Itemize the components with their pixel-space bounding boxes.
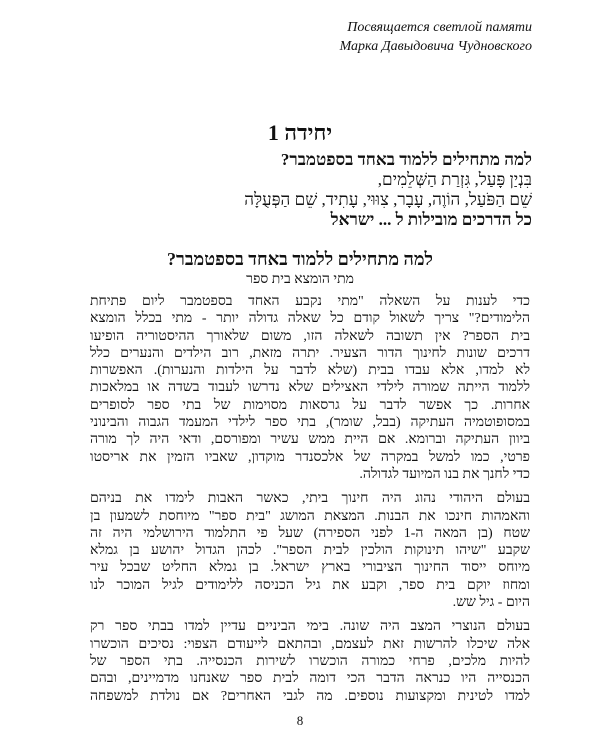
dedication [272, 18, 532, 56]
text-line: הכנסייה היו כנראה הדבר הכי דומה לבית ספר שאנחנו מדמיינים, ובהם [90, 671, 530, 687]
text-line: למדו לטינית ומקצועות נוספים. מה לגבי האחרים? אם נולדת למשפחה [90, 688, 530, 704]
text-line: לא למדו, אלא עבדו בבית (שלא לדבר על הילדות והנערות). האפשרות [90, 363, 530, 379]
unit-contents [62, 150, 532, 230]
paragraph [90, 293, 530, 483]
contents-line: למה מתחילים ללמוד באחד בספטמבר? [280, 150, 532, 169]
text-line: להיות מלכים, פרחי כמורה הוכשרו לשירות הכנסייה. בתי הספר של [90, 653, 530, 669]
text-line: בעולם היהודי נהוג היה חינוך ביתי, כאשר האבות לימדו את בניהם [90, 491, 530, 507]
body-text [90, 293, 530, 712]
text-line: ללמוד הייתה שמורה לילדי האצילים שלא נדרשו לעבוד בשדה או במלאכות [90, 380, 530, 396]
text-line: כדי לחנך את בנו המיועד לגדולה. [359, 466, 530, 482]
text-line: אלה שיכלו להרשות זאת לעצמם, ובהתאם לייעודם הצפוי: נסיכים הוכשרו [90, 636, 530, 652]
text-line: ומחוז יוקם בית ספר, וקבע את גיל הכניסה ללימודים לגיל המוכר לנו [90, 577, 530, 593]
dedication-line-1: Посвящается светлой памяти [347, 20, 532, 35]
text-line: בעולם הנוצרי המצב היה שונה. בימי הביניים עדיין למדו בבתי ספר רק [90, 619, 530, 635]
unit-title: יחידה 1 [267, 120, 333, 145]
text-line: והאמהות חינכו את הבנות. המצאת המושג "בית ספר" מיוחסת לשמעון בן [90, 508, 530, 524]
section-subheading: מתי הומצא בית ספר [246, 272, 354, 287]
text-line: במסופוטמיה העתיקה (בבל, שומר), בתי ספר לילדי המעמד הגבוה והבינוני [90, 415, 530, 431]
contents-line: שֵׁם הַפֹּעַל, הוֹוֶה, עָבָר, צִוּוּי, עָתִיד, שֵׁם הַפְּעֻלָּה [244, 190, 532, 209]
section-heading: למה מתחילים ללמוד באחד בספטמבר? [167, 249, 433, 269]
dedication-line-2: Марка Давыдовича Чудновского [339, 39, 532, 54]
text-line: היום - גיל שש. [452, 595, 530, 611]
contents-line: כל הדרכים מובילות ל ... ישראל [330, 210, 532, 229]
text-line: פרטי, כמו למשל במקרה של אלכסנדר מוקדון, שאביו הזמין את אריסטו [90, 449, 530, 465]
text-line: שטח (בן המאה ה-1 לפני הספירה) שעל פי התלמוד הירושלמי היה זה [90, 525, 530, 541]
contents-line: בִּנְיַן פָּעַל, גִּזְרַת הַשְּׁלֵמִים, [377, 170, 532, 189]
page-number: 8 [296, 713, 304, 728]
paragraph [90, 618, 530, 704]
text-line: דרכים שונות לחינוך הדור הצעיר. יתרה מזאת, רוב הילדים והנערים כלל [90, 345, 530, 361]
paragraph [90, 490, 530, 611]
text-line: הלימודים?" צריך לשאול קודם כל שאלה גדולה יותר - מתי בכלל הומצא [90, 311, 530, 327]
text-line: אחרות. כך אפשר לדבר על גרסאות מסוימות של בתי ספר לסופרים [90, 397, 530, 413]
text-line: שקבע "שיהו תינוקות הולכין לבית הספר". לכהן הגדול יהושע בן גמלא [90, 543, 530, 559]
text-line: ביוון העתיקה וברומא. אם היית ממש עשיר ומפורסם, ודאי היה לך מורה [90, 432, 530, 448]
text-line: כדי לענות על השאלה "מתי נקבע האחד בספטמבר ליום פתיחת [90, 294, 530, 309]
text-line: מיוחס ייסוד החינוך הציבורי בארץ ישראל. בן גמלא החליט שבכל עיר [90, 560, 530, 576]
text-line: בית הספר? אין תשובה לשאלה הזו, משום שלאורך ההיסטוריה הופיעו [90, 328, 530, 344]
